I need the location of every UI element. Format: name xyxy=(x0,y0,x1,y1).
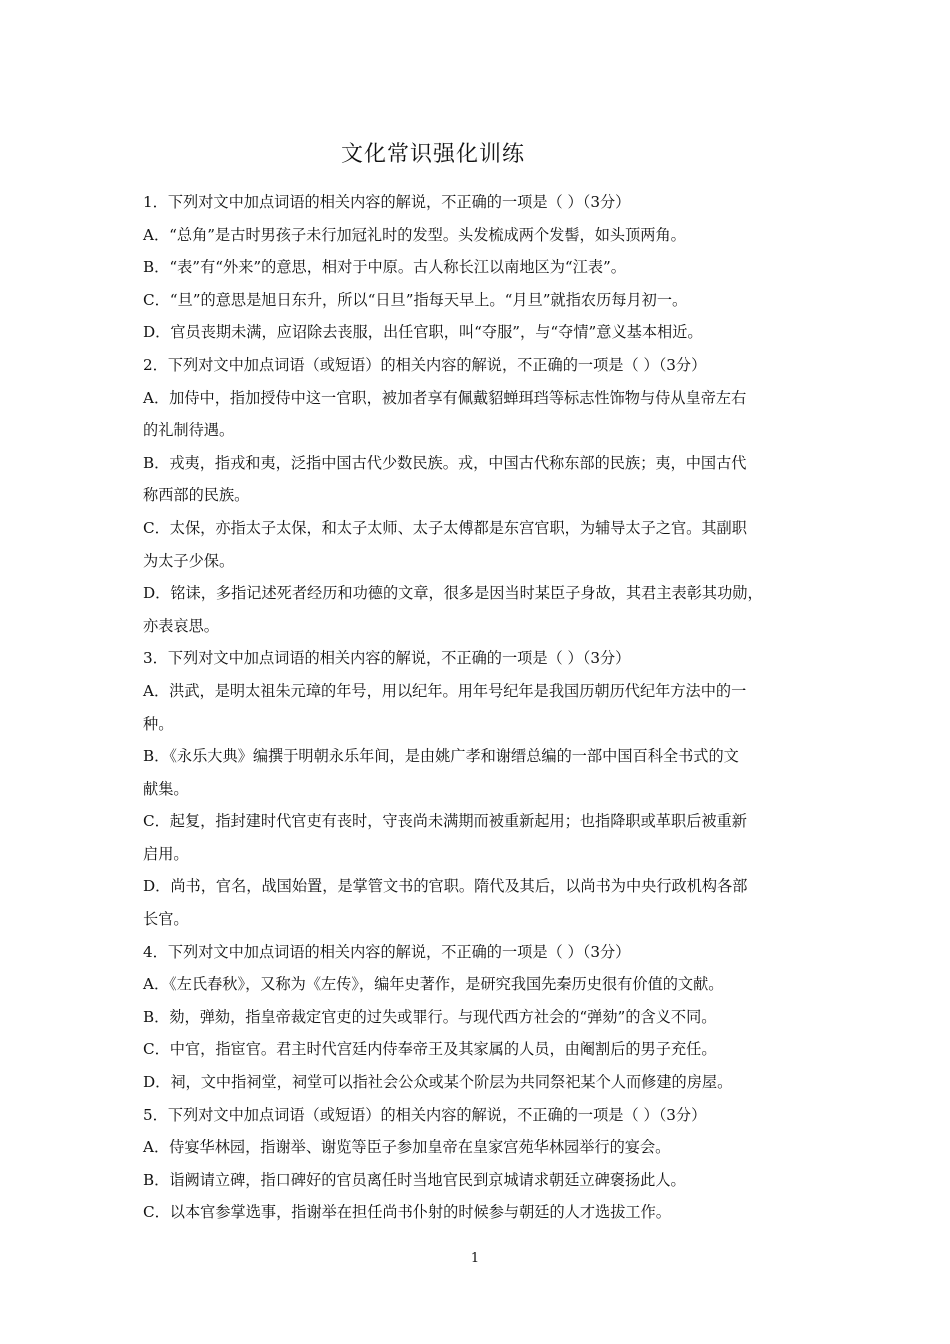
question-3-stem: 3．下列对文中加点词语的相关内容的解说，不正确的一项是（ ）（3分） xyxy=(143,649,631,668)
question-3-option-a-line-2: 种。 xyxy=(143,714,174,733)
question-1-option-d: D．官员丧期未满，应诏除去丧服，出任官职，叫“夺服”，与“夺情”意义基本相近。 xyxy=(143,323,703,342)
question-2-option-c-line-1: C．太保，亦指太子太保，和太子太师、太子太傅都是东宫官职，为辅导太子之官。其副职 xyxy=(143,518,747,537)
question-3-option-d-line-2: 长官。 xyxy=(143,910,189,929)
question-3-option-c-line-2: 启用。 xyxy=(143,844,189,863)
question-5-option-a: A．侍宴华林园，指谢举、谢览等臣子参加皇帝在皇家宫苑华林园举行的宴会。 xyxy=(143,1138,671,1157)
question-3-option-c-line-1: C．起复，指封建时代官吏有丧时，守丧尚未满期而被重新起用；也指降职或革职后被重新 xyxy=(143,812,747,831)
question-4-option-b: B．劾，弹劾，指皇帝裁定官吏的过失或罪行。与现代西方社会的“弹劾”的含义不同。 xyxy=(143,1007,717,1026)
question-4-option-d: D．祠，文中指祠堂，祠堂可以指社会公众或某个阶层为共同祭祀某个人而修建的房屋。 xyxy=(143,1073,733,1092)
question-2-option-c-line-2: 为太子少保。 xyxy=(143,551,235,570)
question-2-option-d-line-2: 亦表哀思。 xyxy=(143,616,219,635)
document-title: 文化常识强化训练 xyxy=(340,142,525,167)
question-3-option-b-line-1: B．《永乐大典》编撰于明朝永乐年间，是由姚广孝和谢缙总编的一部中国百科全书式的文 xyxy=(143,747,739,766)
question-3-option-a-line-1: A．洪武，是明太祖朱元璋的年号，用以纪年。用年号纪年是我国历朝历代纪年方法中的一 xyxy=(143,681,747,700)
question-1-stem: 1．下列对文中加点词语的相关内容的解说，不正确的一项是（ ）（3分） xyxy=(143,193,631,211)
question-2-option-b-line-2: 称西部的民族。 xyxy=(143,486,250,505)
question-2-option-d-line-1: D．铭诔，多指记述死者经历和功德的文章，很多是因当时某臣子身故，其君主表彰其功勋， xyxy=(143,584,763,603)
question-1-option-b: B．“表”有“外来”的意思，相对于中原。古人称长江以南地区为“江表”。 xyxy=(143,258,626,277)
question-2-stem: 2．下列对文中加点词语（或短语）的相关内容的解说，不正确的一项是（ ）（3分） xyxy=(143,355,707,374)
question-1-option-c: C．“旦”的意思是旭日东升，所以“日旦”指每天早上。“月旦”就指农历每月初一。 xyxy=(143,290,688,309)
question-4-stem: 4．下列对文中加点词语的相关内容的解说，不正确的一项是（ ）（3分） xyxy=(143,942,631,961)
question-4-option-c: C．中官，指宦官。君主时代宫廷内侍奉帝王及其家属的人员，由阉割后的男子充任。 xyxy=(143,1040,717,1059)
question-1-option-a: A．“总角”是古时男孩子未行加冠礼时的发型。头发梳成两个发髻，如头顶两角。 xyxy=(143,225,686,244)
page-number: 1 xyxy=(470,1251,480,1266)
question-3-option-d-line-1: D．尚书，官名，战国始置，是掌管文书的官职。隋代及其后，以尚书为中央行政机构各部 xyxy=(143,877,748,896)
question-5-option-b: B．诣阙请立碑，指口碑好的官员离任时当地官民到京城请求朝廷立碑褒扬此人。 xyxy=(143,1170,686,1189)
question-5-option-c: C．以本官参掌选事，指谢举在担任尚书仆射的时候参与朝廷的人才选拔工作。 xyxy=(143,1203,671,1222)
question-2-option-b-line-1: B．戎夷，指戎和夷，泛指中国古代少数民族。戎，中国古代称东部的民族；夷，中国古代 xyxy=(143,453,747,472)
question-2-option-a-line-2: 的礼制待遇。 xyxy=(143,421,235,440)
question-3-option-b-line-2: 献集。 xyxy=(143,779,189,798)
question-4-option-a: A．《左氏春秋》，又称为《左传》，编年史著作，是研究我国先秦历史很有价值的文献。 xyxy=(143,975,724,994)
question-2-option-a-line-1: A．加侍中，指加授侍中这一官职，被加者享有佩戴貂蝉珥珰等标志性饰物与侍从皇帝左右 xyxy=(143,388,747,407)
question-5-stem: 5．下列对文中加点词语（或短语）的相关内容的解说，不正确的一项是（ ）（3分） xyxy=(143,1105,707,1124)
question-list xyxy=(143,186,811,1229)
